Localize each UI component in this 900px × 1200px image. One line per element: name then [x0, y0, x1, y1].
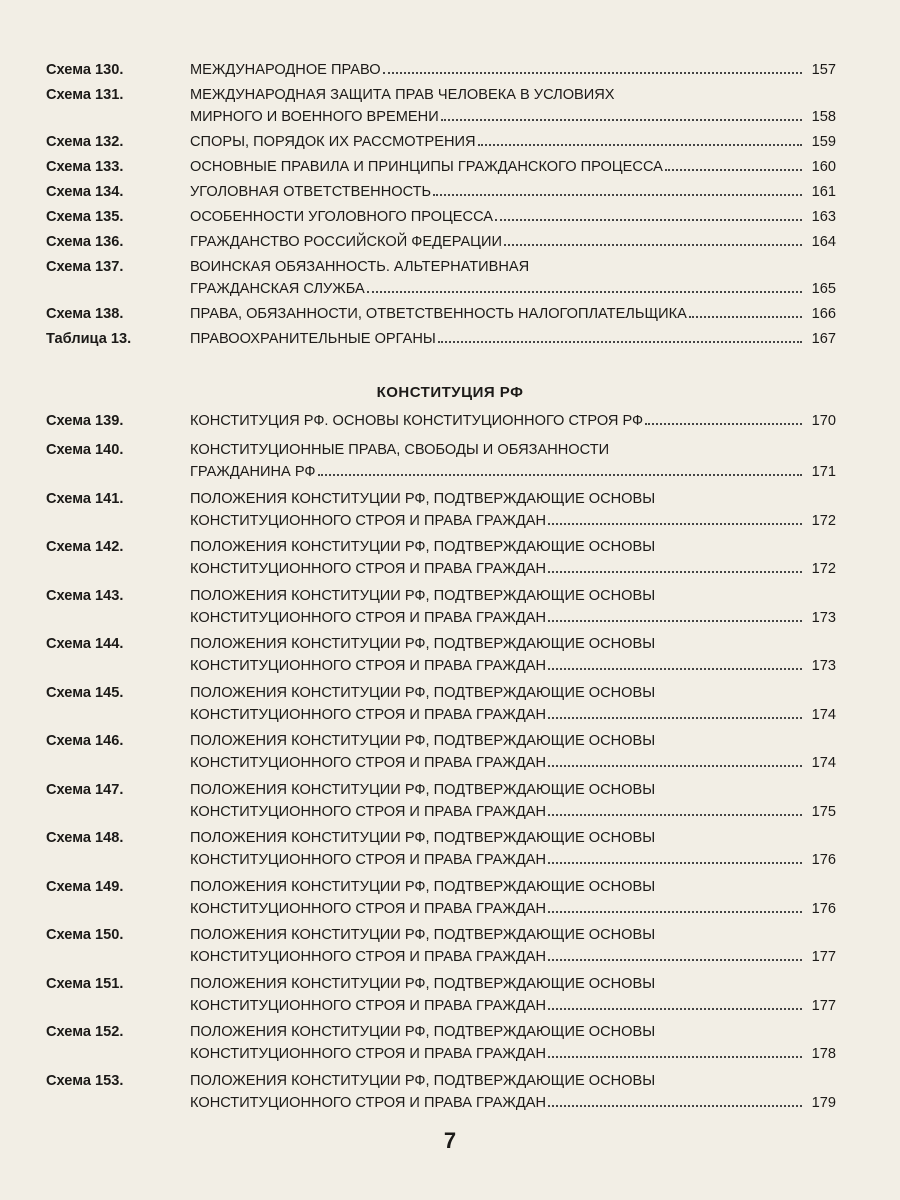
toc-list-part-1	[46, 59, 836, 353]
entry-title-line	[190, 256, 836, 278]
entry-title-line	[190, 303, 836, 325]
entry-label: Схема 146.	[46, 733, 124, 749]
entry-title-line	[190, 1043, 836, 1065]
toc-entry[interactable]	[46, 779, 836, 823]
entry-title-text: ОСНОВНЫЕ ПРАВИЛА И ПРИНЦИПЫ ГРАЖДАНСКОГО ПРОЦЕССА	[190, 159, 663, 175]
dot-leader	[548, 523, 802, 525]
entry-title-line	[190, 231, 836, 253]
entry-page-number: 173	[811, 609, 836, 626]
entry-title-line	[190, 328, 836, 350]
entry-title	[190, 181, 836, 203]
entry-title-line	[190, 973, 836, 995]
toc-entry[interactable]	[46, 924, 836, 968]
entry-title-line	[190, 461, 836, 483]
entry-title-line	[190, 206, 836, 228]
entry-label: Схема 140.	[46, 442, 124, 458]
dot-leader	[548, 571, 802, 573]
entry-title-line	[190, 278, 836, 300]
entry-page-number: 174	[811, 706, 836, 723]
entry-title-line	[190, 59, 836, 81]
entry-title-text: ПОЛОЖЕНИЯ КОНСТИТУЦИИ РФ, ПОДТВЕРЖДАЮЩИЕ ОСНОВЫ	[190, 878, 656, 895]
entry-title	[190, 1021, 836, 1065]
entry-title-line	[190, 849, 836, 871]
toc-entry[interactable]	[46, 328, 836, 350]
entry-title-text: МЕЖДУНАРОДНОЕ ПРАВО	[190, 62, 381, 78]
dot-leader	[548, 1008, 802, 1010]
dot-leader	[433, 194, 802, 196]
entry-title-line	[190, 106, 836, 128]
entry-title-text: ПОЛОЖЕНИЯ КОНСТИТУЦИИ РФ, ПОДТВЕРЖДАЮЩИЕ ОСНОВЫ	[190, 975, 656, 992]
toc-entry[interactable]	[46, 59, 836, 81]
dot-leader	[441, 119, 802, 121]
entry-label: Схема 133.	[46, 159, 124, 175]
toc-entry[interactable]	[46, 682, 836, 726]
entry-title-line	[190, 633, 836, 655]
entry-page-number: 177	[811, 997, 836, 1014]
entry-title-text: ПРАВА, ОБЯЗАННОСТИ, ОТВЕТСТВЕННОСТЬ НАЛОГОПЛАТЕЛЬЩИКА	[190, 306, 687, 322]
toc-entry[interactable]	[46, 585, 836, 629]
entry-label: Схема 139.	[46, 413, 124, 429]
entry-label: Схема 132.	[46, 134, 124, 150]
entry-title-line	[190, 682, 836, 704]
entry-title-text: ОСОБЕННОСТИ УГОЛОВНОГО ПРОЦЕССА	[190, 209, 494, 225]
entry-title-text: МИРНОГО И ВОЕННОГО ВРЕМЕНИ	[190, 109, 439, 125]
entry-title	[190, 876, 836, 920]
toc-entry[interactable]	[46, 181, 836, 203]
entry-page-number: 171	[811, 464, 836, 480]
entry-title	[190, 585, 836, 629]
toc-entry[interactable]	[46, 231, 836, 253]
entry-title-line	[190, 558, 836, 580]
toc-entry[interactable]	[46, 303, 836, 325]
entry-page-number: 177	[811, 949, 836, 965]
entry-title-line	[190, 607, 836, 629]
entry-title-text: ПОЛОЖЕНИЯ КОНСТИТУЦИИ РФ, ПОДТВЕРЖДАЮЩИЕ ОСНОВЫ	[190, 636, 656, 652]
entry-page-number: 179	[811, 1094, 836, 1111]
entry-title	[190, 1070, 836, 1114]
entry-title	[190, 84, 836, 128]
dot-leader	[438, 341, 802, 343]
entry-title-text: ГРАЖДАНИНА РФ	[190, 464, 316, 480]
entry-title-text: ПОЛОЖЕНИЯ КОНСТИТУЦИИ РФ, ПОДТВЕРЖДАЮЩИЕ ОСНОВЫ	[190, 684, 656, 701]
entry-title-line	[190, 704, 836, 726]
entry-title-text: ПОЛОЖЕНИЯ КОНСТИТУЦИИ РФ, ПОДТВЕРЖДАЮЩИЕ ОСНОВЫ	[190, 587, 656, 604]
entry-title-text: КОНСТИТУЦИОННОГО СТРОЯ И ПРАВА ГРАЖДАН	[190, 949, 547, 965]
dot-leader	[504, 244, 802, 246]
entry-label: Схема 150.	[46, 927, 124, 943]
entry-title-text: ПОЛОЖЕНИЯ КОНСТИТУЦИИ РФ, ПОДТВЕРЖДАЮЩИЕ ОСНОВЫ	[190, 1072, 656, 1089]
entry-title	[190, 156, 836, 178]
entry-title-text: ГРАЖДАНСКАЯ СЛУЖБА	[190, 281, 365, 297]
entry-title-line	[190, 946, 836, 968]
entry-title-text: КОНСТИТУЦИОННОГО СТРОЯ И ПРАВА ГРАЖДАН	[190, 755, 547, 771]
toc-entry[interactable]	[46, 973, 836, 1017]
entry-page-number: 173	[811, 658, 836, 674]
entry-title-text: МЕЖДУНАРОДНАЯ ЗАЩИТА ПРАВ ЧЕЛОВЕКА В УСЛОВИЯХ	[190, 87, 615, 103]
toc-entry[interactable]	[46, 488, 836, 532]
entry-label: Схема 142.	[46, 539, 124, 555]
entry-label: Схема 136.	[46, 234, 124, 250]
entry-title-text: ВОИНСКАЯ ОБЯЗАННОСТЬ. АЛЬТЕРНАТИВНАЯ	[190, 259, 530, 275]
entry-page-number: 175	[811, 803, 836, 820]
dot-leader	[548, 814, 802, 816]
entry-title-line	[190, 156, 836, 178]
dot-leader	[478, 144, 802, 146]
entry-label: Схема 135.	[46, 209, 124, 225]
entry-title	[190, 59, 836, 81]
section-heading: КОНСТИТУЦИЯ РФ	[376, 384, 524, 401]
entry-title-text: КОНСТИТУЦИОННОГО СТРОЯ И ПРАВА ГРАЖДАН	[190, 997, 547, 1014]
entry-title-text: КОНСТИТУЦИОННОГО СТРОЯ И ПРАВА ГРАЖДАН	[190, 852, 547, 868]
toc-entry[interactable]	[46, 730, 836, 774]
dot-leader	[318, 474, 802, 476]
dot-leader	[383, 72, 802, 74]
entry-title-text: КОНСТИТУЦИОННОГО СТРОЯ И ПРАВА ГРАЖДАН	[190, 512, 547, 529]
entry-title-line	[190, 924, 836, 946]
entry-page-number: 163	[811, 209, 836, 225]
entry-title-line	[190, 995, 836, 1017]
entry-title	[190, 779, 836, 823]
entry-title	[190, 536, 836, 580]
entry-title-line	[190, 1021, 836, 1043]
entry-page-number: 167	[811, 331, 836, 347]
toc-entry[interactable]	[46, 206, 836, 228]
entry-title-line	[190, 730, 836, 752]
entry-title-text: ПОЛОЖЕНИЯ КОНСТИТУЦИИ РФ, ПОДТВЕРЖДАЮЩИЕ ОСНОВЫ	[190, 733, 656, 749]
entry-label: Схема 134.	[46, 184, 124, 200]
toc-entry[interactable]	[46, 633, 836, 677]
entry-title-line	[190, 801, 836, 823]
entry-title-line	[190, 536, 836, 558]
entry-label: Схема 153.	[46, 1072, 124, 1089]
entry-page-number: 176	[811, 852, 836, 868]
entry-page-number: 160	[811, 159, 836, 175]
entry-page-number: 166	[811, 306, 836, 322]
entry-title-line	[190, 181, 836, 203]
entry-title-line	[190, 585, 836, 607]
dot-leader	[367, 291, 802, 293]
entry-title	[190, 924, 836, 968]
entry-title-text: ГРАЖДАНСТВО РОССИЙСКОЙ ФЕДЕРАЦИИ	[190, 234, 502, 250]
entry-label: Схема 131.	[46, 87, 124, 103]
entry-title-line	[190, 655, 836, 677]
entry-label: Схема 143.	[46, 587, 124, 604]
entry-title-line	[190, 488, 836, 510]
toc-entry[interactable]	[46, 256, 836, 300]
entry-title-line	[190, 898, 836, 920]
entry-page-number: 172	[811, 512, 836, 529]
entry-page-number: 164	[811, 234, 836, 250]
dot-leader	[689, 316, 802, 318]
entry-title-text: ПРАВООХРАНИТЕЛЬНЫЕ ОРГАНЫ	[190, 331, 436, 347]
entry-page-number: 172	[811, 561, 836, 577]
dot-leader	[548, 620, 802, 622]
entry-title-text: ПОЛОЖЕНИЯ КОНСТИТУЦИИ РФ, ПОДТВЕРЖДАЮЩИЕ ОСНОВЫ	[190, 927, 656, 943]
entry-title-line	[190, 84, 836, 106]
entry-title-line	[190, 827, 836, 849]
entry-title	[190, 206, 836, 228]
entry-title-text: КОНСТИТУЦИОННЫЕ ПРАВА, СВОБОДЫ И ОБЯЗАННОСТИ	[190, 442, 610, 458]
entry-title-text: КОНСТИТУЦИОННОГО СТРОЯ И ПРАВА ГРАЖДАН	[190, 803, 547, 820]
entry-title-line	[190, 752, 836, 774]
entry-title-line	[190, 1092, 836, 1114]
entry-label: Схема 145.	[46, 684, 124, 701]
entry-label: Схема 149.	[46, 878, 124, 895]
entry-title	[190, 488, 836, 532]
toc-entry[interactable]	[46, 1021, 836, 1065]
entry-label: Схема 147.	[46, 781, 124, 798]
toc-entry[interactable]	[46, 439, 836, 483]
entry-title-text: СПОРЫ, ПОРЯДОК ИХ РАССМОТРЕНИЯ	[190, 134, 476, 150]
dot-leader	[665, 169, 802, 171]
entry-page-number: 165	[811, 281, 836, 297]
entry-page-number: 161	[811, 184, 836, 200]
toc-list-part-2	[46, 410, 836, 1118]
entry-page-number: 158	[811, 109, 836, 125]
entry-label: Схема 138.	[46, 306, 124, 322]
entry-title	[190, 410, 836, 432]
dot-leader	[548, 1105, 802, 1107]
entry-page-number: 170	[811, 413, 836, 429]
toc-entry[interactable]	[46, 131, 836, 153]
entry-title	[190, 131, 836, 153]
entry-title	[190, 328, 836, 350]
entry-title-text: КОНСТИТУЦИОННОГО СТРОЯ И ПРАВА ГРАЖДАН	[190, 609, 547, 626]
entry-title-text: ПОЛОЖЕНИЯ КОНСТИТУЦИИ РФ, ПОДТВЕРЖДАЮЩИЕ ОСНОВЫ	[190, 490, 656, 507]
entry-title	[190, 439, 836, 483]
toc-entry[interactable]	[46, 876, 836, 920]
toc-entry[interactable]	[46, 827, 836, 871]
entry-label: Схема 137.	[46, 259, 124, 275]
entry-title-line	[190, 876, 836, 898]
entry-title	[190, 256, 836, 300]
entry-label: Схема 151.	[46, 975, 124, 992]
entry-label: Схема 148.	[46, 830, 124, 846]
entry-title-text: УГОЛОВНАЯ ОТВЕТСТВЕННОСТЬ	[190, 184, 432, 200]
dot-leader	[548, 668, 802, 670]
entry-label: Таблица 13.	[46, 331, 132, 347]
toc-entry[interactable]	[46, 156, 836, 178]
entry-title-text: КОНСТИТУЦИОННОГО СТРОЯ И ПРАВА ГРАЖДАН	[190, 900, 547, 917]
entry-label: Схема 152.	[46, 1024, 124, 1040]
entry-page-number: 178	[811, 1046, 836, 1062]
page-number: 7	[443, 1128, 457, 1153]
entry-label: Схема 141.	[46, 490, 124, 507]
entry-title-text: ПОЛОЖЕНИЯ КОНСТИТУЦИИ РФ, ПОДТВЕРЖДАЮЩИЕ ОСНОВЫ	[190, 1024, 656, 1040]
entry-title-text: ПОЛОЖЕНИЯ КОНСТИТУЦИИ РФ, ПОДТВЕРЖДАЮЩИЕ ОСНОВЫ	[190, 781, 656, 798]
entry-title-line	[190, 510, 836, 532]
entry-title-line	[190, 439, 836, 461]
dot-leader	[645, 423, 802, 425]
entry-label: Схема 144.	[46, 636, 124, 652]
entry-title	[190, 633, 836, 677]
entry-title-text: ПОЛОЖЕНИЯ КОНСТИТУЦИИ РФ, ПОДТВЕРЖДАЮЩИЕ ОСНОВЫ	[190, 539, 656, 555]
toc-entry[interactable]	[46, 410, 836, 432]
dot-leader	[548, 1056, 802, 1058]
entry-title-line	[190, 779, 836, 801]
dot-leader	[495, 219, 802, 221]
entry-title-text: КОНСТИТУЦИОННОГО СТРОЯ И ПРАВА ГРАЖДАН	[190, 658, 547, 674]
entry-title	[190, 231, 836, 253]
entry-title	[190, 303, 836, 325]
entry-title	[190, 682, 836, 726]
entry-title-text: КОНСТИТУЦИОННОГО СТРОЯ И ПРАВА ГРАЖДАН	[190, 1094, 547, 1111]
toc-entry[interactable]	[46, 1070, 836, 1114]
dot-leader	[548, 717, 802, 719]
entry-title-line	[190, 410, 836, 432]
entry-title-text: КОНСТИТУЦИОННОГО СТРОЯ И ПРАВА ГРАЖДАН	[190, 1046, 547, 1062]
entry-page-number: 174	[811, 755, 836, 771]
entry-title-text: ПОЛОЖЕНИЯ КОНСТИТУЦИИ РФ, ПОДТВЕРЖДАЮЩИЕ ОСНОВЫ	[190, 830, 656, 846]
dot-leader	[548, 959, 802, 961]
entry-title-line	[190, 1070, 836, 1092]
dot-leader	[548, 765, 802, 767]
entry-page-number: 176	[811, 900, 836, 917]
toc-entry[interactable]	[46, 84, 836, 128]
entry-page-number: 157	[811, 62, 836, 78]
entry-title-text: КОНСТИТУЦИОННОГО СТРОЯ И ПРАВА ГРАЖДАН	[190, 561, 547, 577]
entry-title-line	[190, 131, 836, 153]
entry-title	[190, 827, 836, 871]
dot-leader	[548, 911, 802, 913]
toc-entry[interactable]	[46, 536, 836, 580]
entry-title	[190, 973, 836, 1017]
entry-page-number: 159	[811, 134, 836, 150]
dot-leader	[548, 862, 802, 864]
entry-label: Схема 130.	[46, 62, 124, 78]
entry-title-text: КОНСТИТУЦИЯ РФ. ОСНОВЫ КОНСТИТУЦИОННОГО СТРОЯ РФ	[190, 413, 644, 429]
entry-title-text: КОНСТИТУЦИОННОГО СТРОЯ И ПРАВА ГРАЖДАН	[190, 706, 547, 723]
entry-title	[190, 730, 836, 774]
